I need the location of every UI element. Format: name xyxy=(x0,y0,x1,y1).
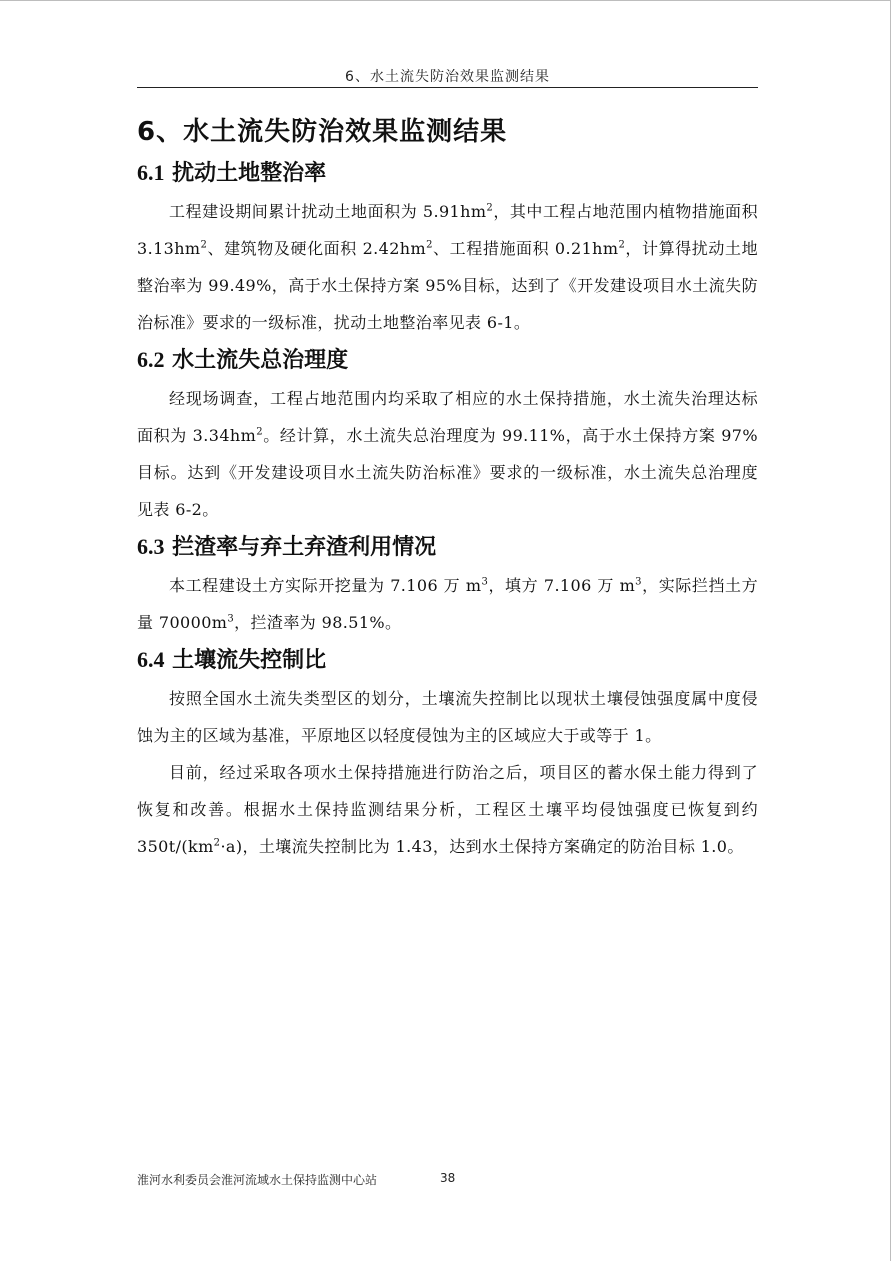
body-paragraph xyxy=(137,193,758,341)
header-rule xyxy=(137,87,758,88)
section-number: 6.4 xyxy=(137,647,165,672)
footer-organization: 淮河水利委员会淮河流域水土保持监测中心站 xyxy=(137,1173,378,1187)
section-title: 土壤流失控制比 xyxy=(172,648,327,673)
section-heading xyxy=(137,641,758,680)
text-run: 按照全国水土流失类型区的划分，土壤流失控制比以现状土壤侵蚀强度属中度侵蚀为主的区域为基准，平原地区以轻度侵蚀为主的区域应大于或等于 1。 xyxy=(137,689,758,745)
section-number: 6.3 xyxy=(137,534,165,559)
text-run: 本工程建设土方实际开挖量为 7.106 万 m xyxy=(169,576,482,595)
page-footer xyxy=(137,1171,455,1188)
body-paragraph xyxy=(137,680,758,754)
text-run: 、建筑物及硬化面积 2.42hm xyxy=(207,239,427,258)
body-paragraph xyxy=(137,567,758,641)
text-run: 、工程措施面积 0.21hm xyxy=(432,239,619,258)
section-title: 扰动土地整治率 xyxy=(172,161,327,186)
section-heading xyxy=(137,154,758,193)
chapter-title: 6、水土流失防治效果监测结果 xyxy=(137,117,508,147)
text-run: ，计算得扰动土地整治率为 99.49%，高于水土保持方案 95%目标，达到了《开发建设项目水土流失防治标准》要求的一级标准，扰动土地整治率见表 6-1。 xyxy=(137,239,759,332)
section-heading xyxy=(137,528,758,567)
body-paragraph xyxy=(137,380,758,528)
superscript: 2 xyxy=(618,239,626,251)
text-run: ，实际拦挡土方量 70000m xyxy=(137,576,759,632)
superscript: 2 xyxy=(426,239,433,251)
text-run: 。经计算，水土流失总治理度为 99.11%，高于水土保持方案 97%目标。达到《开发建设项目水土流失防治标准》要求的一级标准，水土流失总治理度见表 6-2。 xyxy=(137,426,758,519)
superscript: 2 xyxy=(213,837,221,849)
text-run: 目前，经过采取各项水土保持措施进行防治之后，项目区的蓄水保土能力得到了恢复和改善。根据水土保持监测结果分析，工程区土壤平均侵蚀强度已恢复到约 350t/(km xyxy=(137,763,758,856)
section-number: 6.1 xyxy=(137,160,165,185)
section-title: 水土流失总治理度 xyxy=(172,348,349,373)
superscript: 2 xyxy=(486,202,494,214)
text-run: ，拦渣率为 98.51%。 xyxy=(234,613,402,632)
text-run: ，填方 7.106 万 m xyxy=(488,576,636,595)
text-run: 经现场调查，工程占地范围内均采取了相应的水土保持措施，水土流失治理达标面积为 3.34hm xyxy=(137,389,758,445)
running-header: 6、水土流失防治效果监测结果 xyxy=(345,69,550,85)
section-title: 拦渣率与弃土弃渣利用情况 xyxy=(172,535,437,560)
page-content xyxy=(137,110,758,865)
superscript: 3 xyxy=(227,613,235,625)
superscript: 2 xyxy=(200,239,208,251)
page-number: 38 xyxy=(440,1171,456,1185)
text-run: 工程建设期间累计扰动土地面积为 5.91hm xyxy=(169,202,487,221)
body-paragraph xyxy=(137,754,758,865)
superscript: 3 xyxy=(481,576,489,588)
section-number: 6.2 xyxy=(137,347,165,372)
superscript: 2 xyxy=(256,426,263,438)
text-run: ·a)，土壤流失控制比为 1.43，达到水土保持方案确定的防治目标 1.0。 xyxy=(220,837,744,856)
sections xyxy=(137,154,758,865)
section-heading xyxy=(137,341,758,380)
text-run: ，其中工程占地范围内植物措施面积 3.13hm xyxy=(137,202,758,258)
superscript: 3 xyxy=(635,576,642,588)
